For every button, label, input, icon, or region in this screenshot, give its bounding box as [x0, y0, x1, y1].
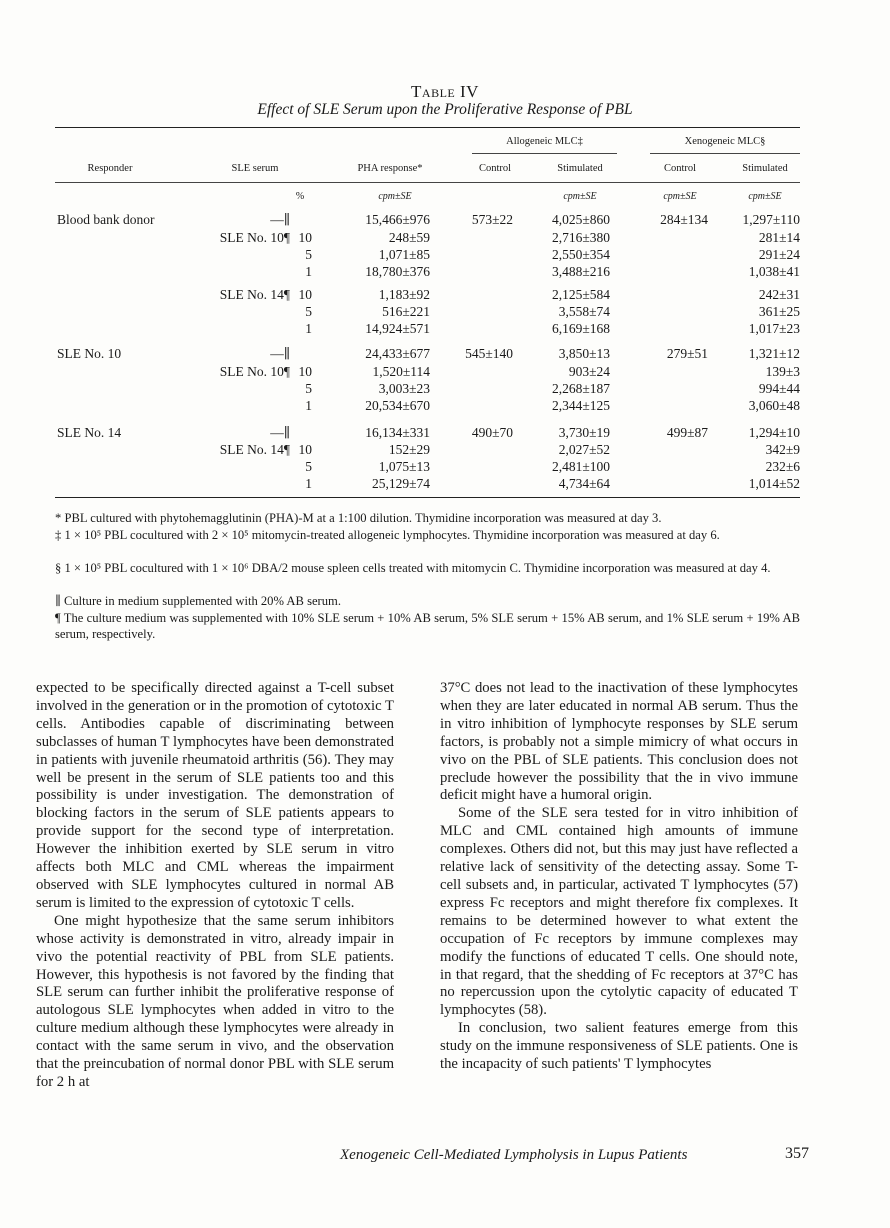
table-cell-pha: 516±221: [382, 304, 430, 319]
col-header-allo-stim: Stimulated: [557, 163, 603, 174]
body-column-right: [440, 680, 798, 1074]
table-cell-xeno-stim: 281±14: [758, 230, 800, 245]
table-cell-serum: SLE No. 10¶: [219, 230, 290, 245]
table-cell-xeno-stim: 342±9: [765, 442, 800, 457]
table-cell-allo-stim: 2,550±354: [551, 247, 610, 262]
table-cell-allo-stim: 2,027±52: [558, 442, 610, 457]
table-cell-allo-stim: 2,125±584: [551, 287, 610, 302]
table-cell-allo-stim: 4,025±860: [551, 212, 610, 227]
allo-group-header: Allogeneic MLC‡: [506, 136, 583, 147]
table-cell-pct: 10: [298, 442, 312, 457]
table-cell-pct: 10: [298, 287, 312, 302]
table-cell-xeno-stim: 1,297±110: [742, 212, 800, 227]
table-cell-pha: 25,129±74: [371, 476, 430, 491]
body-paragraph: In conclusion, two salient features emerge from this study on the immune responsiveness of SLE patients. One is the incapacity of such patients' T lymphocytes: [440, 1020, 798, 1073]
table-cell-allo-stim: 903±24: [568, 364, 610, 379]
table-cell-pct: 5: [305, 459, 312, 474]
body-paragraph: One might hypothesize that the same serum inhibitors whose activity is demonstrated in vitro, already impair in vivo the potential reactivity of PBL from SLE patients. However, this hypothesis is not favored by the finding that SLE serum can further inhibit the proliferative response of autologous SLE lymphocytes when added in vitro to the culture medium although these lymphocytes were already in contact with the same serum in vivo, and the observation that the preincubation of normal donor PBL with SLE serum for 2 h at: [36, 912, 394, 1090]
table-cell-xeno-stim: 1,014±52: [748, 476, 800, 491]
table-cell-serum: SLE No. 14¶: [219, 442, 290, 457]
table-cell-allo-stim: 3,558±74: [558, 304, 610, 319]
table-cell-serum: SLE No. 14¶: [219, 287, 290, 302]
col-header-pha: PHA response*: [357, 163, 423, 174]
table-cell-allo-stim: 2,481±100: [551, 459, 610, 474]
table-cell-pha: 248±59: [388, 230, 430, 245]
col-header-allo-control: Control: [478, 163, 512, 174]
body-paragraph: expected to be specifically directed against a T-cell subset involved in the generation or in the promotion of cytotoxic T cells. Antibodies capable of discriminating between subclasses of human T lymphocytes have been demonstrated in patients with juvenile rheumatoid arthritis (56). They may well be present in the serum of SLE patients too and this possibility is under investigation. The demonstration of blocking factors in the serum of SLE patients appears to provide support for the second type of interpretation. However the inhibition exerted by SLE serum in vitro affects both MLC and CML whereas the impairment observed with SLE lymphocytes cultured in normal AB serum is limited to the expression of cytotoxic T cells.: [36, 680, 394, 911]
units-serum: %: [295, 191, 305, 202]
table-cell-xeno-stim: 3,060±48: [748, 398, 800, 413]
units-pha: cpm±SE: [378, 191, 412, 202]
table-cell-xeno-stim: 232±6: [765, 459, 800, 474]
table-caption: Effect of SLE Serum upon the Proliferative Response of PBL: [257, 101, 633, 118]
table-cell-pha: 15,466±976: [365, 212, 430, 227]
body-paragraph: Some of the SLE sera tested for in vitro inhibition of MLC and CML contained high amounts of immune complexes. Others did not, but this may just have reflected a relative lack of sensitivity of the detecting assay. Some T-cell subsets and, in particular, activated T lymphocytes (57) express Fc receptors and might therefore fix complexes. It remains to be determined however to what extent the occupation of Fc receptors by immune complexes may modify the functions of educated T cells. One should note, in that regard, that the shedding of Fc receptors at 37°C has no repercussion upon the cytolytic capacity of educated T lymphocytes (58).: [440, 805, 798, 1019]
table-cell-responder: SLE No. 14: [57, 425, 122, 440]
table-cell-pct: 10: [298, 364, 312, 379]
col-header-xeno-control: Control: [663, 163, 697, 174]
table-cell-pha: 1,075±13: [378, 459, 430, 474]
units-xeno-control: cpm±SE: [663, 191, 697, 202]
table-cell-pct: 1: [305, 321, 312, 336]
table-cell-allo-stim: 2,268±187: [551, 381, 610, 396]
table-cell-allo-stim: 3,488±216: [551, 264, 610, 279]
col-header-serum: SLE serum: [231, 163, 279, 174]
col-header-responder: Responder: [87, 163, 133, 174]
units-xeno-stim: cpm±SE: [748, 191, 782, 202]
table-cell-serum: SLE No. 10¶: [219, 364, 290, 379]
table-cell-xeno-control: 284±134: [660, 212, 708, 227]
table-cell-xeno-stim: 1,294±10: [748, 425, 800, 440]
table-cell-pct: 1: [305, 476, 312, 491]
table-cell-pha: 1,520±114: [372, 364, 430, 379]
table-cell-pha: 3,003±23: [378, 381, 430, 396]
table-cell-allo-control: 490±70: [471, 425, 513, 440]
table-cell-xeno-stim: 242±31: [758, 287, 800, 302]
table-cell-xeno-stim: 361±25: [758, 304, 800, 319]
table-cell-allo-control: 545±140: [465, 346, 513, 361]
footnote: * PBL cultured with phytohemagglutinin (PHA)-M at a 1:100 dilution. Thymidine incorporation was measured at day 3.: [55, 511, 662, 525]
footnote: § 1 × 10⁵ PBL cocultured with 1 × 10⁶ DBA/2 mouse spleen cells treated with mitomycin C. Thymidine incorporation was measured at day 4.: [55, 561, 771, 575]
table-cell-serum: —∥: [270, 425, 290, 440]
table-cell-pct: 10: [298, 230, 312, 245]
units-allo-stim: cpm±SE: [563, 191, 597, 202]
table-cell-responder: SLE No. 10: [57, 346, 122, 361]
table-cell-pct: 5: [305, 247, 312, 262]
table-cell-pct: 5: [305, 381, 312, 396]
running-title: Xenogeneic Cell-Mediated Lympholysis in Lupus Patients: [340, 1147, 688, 1163]
body-column-left: [36, 680, 394, 1092]
col-header-xeno-stim: Stimulated: [742, 163, 788, 174]
table-cell-xeno-stim: 1,017±23: [748, 321, 800, 336]
table-title: Table IV: [411, 82, 479, 101]
table-cell-pha: 152±29: [388, 442, 430, 457]
table-cell-pha: 18,780±376: [365, 264, 430, 279]
table-cell-allo-stim: 2,716±380: [551, 230, 610, 245]
table-cell-xeno-stim: 1,321±12: [748, 346, 800, 361]
allo-group-rule: [472, 153, 617, 154]
footnote: ∥ Culture in medium supplemented with 20% AB serum.: [55, 594, 341, 608]
footnote: ‡ 1 × 10⁵ PBL cocultured with 2 × 10⁵ mitomycin-treated allogeneic lymphocytes. Thymidine incorporation was measured at day 6.: [55, 528, 720, 542]
table-cell-pha: 1,071±85: [378, 247, 430, 262]
table-cell-allo-stim: 3,850±13: [558, 346, 610, 361]
table-cell-pha: 1,183±92: [378, 287, 430, 302]
table-cell-serum: —∥: [270, 212, 290, 227]
table-cell-pct: 1: [305, 264, 312, 279]
table-cell-serum: —∥: [270, 346, 290, 361]
table-cell-pha: 24,433±677: [365, 346, 430, 361]
table-bottom-rule: [55, 497, 800, 498]
table-cell-pha: 16,134±331: [365, 425, 430, 440]
table-cell-xeno-stim: 139±3: [765, 364, 800, 379]
table-cell-pha: 14,924±571: [365, 321, 430, 336]
table-cell-xeno-control: 279±51: [666, 346, 708, 361]
xeno-group-header: Xenogeneic MLC§: [684, 136, 766, 147]
xeno-group-rule: [650, 153, 800, 154]
table-cell-pct: 1: [305, 398, 312, 413]
page-number: 357: [785, 1145, 809, 1162]
table-cell-xeno-stim: 994±44: [758, 381, 800, 396]
table-cell-allo-control: 573±22: [471, 212, 513, 227]
table-cell-allo-stim: 2,344±125: [551, 398, 610, 413]
table-cell-xeno-control: 499±87: [666, 425, 708, 440]
table-cell-allo-stim: 3,730±19: [558, 425, 610, 440]
table-top-rule: [55, 127, 800, 128]
table-cell-xeno-stim: 1,038±41: [748, 264, 800, 279]
table-cell-pct: 5: [305, 304, 312, 319]
header-rule: [55, 182, 800, 183]
table-cell-pha: 20,534±670: [365, 398, 430, 413]
table-cell-allo-stim: 6,169±168: [551, 321, 610, 336]
table-cell-xeno-stim: 291±24: [758, 247, 800, 262]
table-cell-responder: Blood bank donor: [57, 212, 155, 227]
body-paragraph: 37°C does not lead to the inactivation of these lymphocytes when they are later educated in normal AB serum. Thus the in vitro inhibition of lymphocyte responses by SLE serum factors, is probably not a simple mimicry of what occurs in vivo on the PBL of SLE patients. This conclusion does not preclude however the possibility that the in vivo immune deficit might have a humoral origin.: [440, 680, 798, 804]
footnote: ¶ The culture medium was supplemented with 10% SLE serum + 10% AB serum, 5% SLE serum + 15% AB serum, and 1% SLE serum + 19% AB serum, respectively.: [55, 611, 800, 641]
table-cell-allo-stim: 4,734±64: [558, 476, 610, 491]
